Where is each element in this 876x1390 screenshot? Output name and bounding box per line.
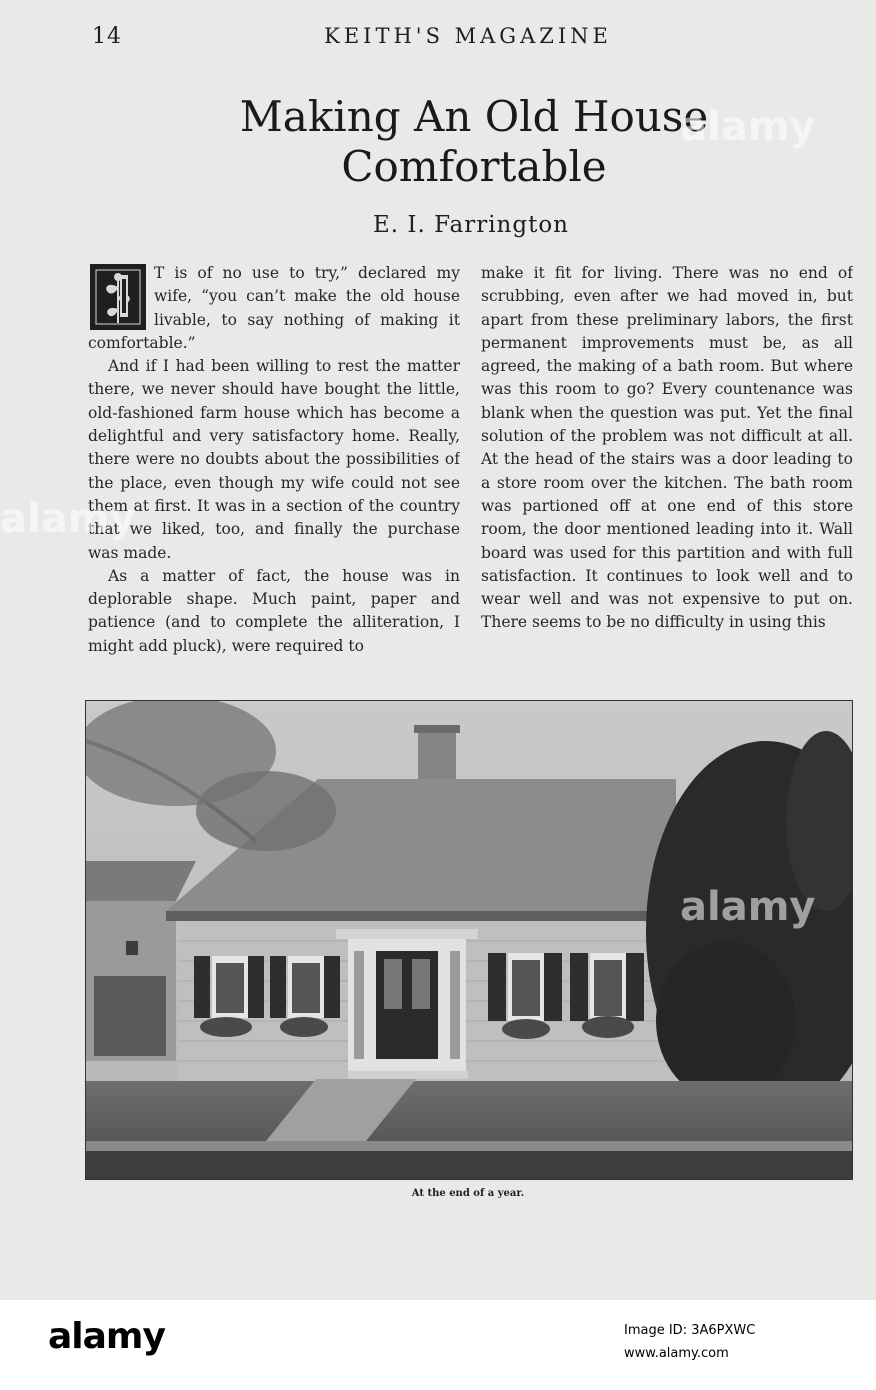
ornamental-drop-cap [90,264,146,330]
article-author: E. I. Farrington [372,212,569,238]
paragraph: As a matter of fact, the house was in deplorable shape. Much paint, paper and patience (and to complete the alliteration, I might add pluck), were required to [88,566,460,655]
watermark-overlay: alamy [680,104,816,150]
alamy-logo: alamy [48,1316,165,1357]
paragraph: T is of no use to try,” declared my wife, “you can’t make the old house livable, to say nothing of making it comfortable.” [88,264,460,352]
paragraph: And if I had been willing to rest the matter there, we never should have bought the little, old-fashioned farm house which has become a delightful and very satisfactory home. Really, there were no doubts about the possibilities of the place, even though my wife could not see them at first. It was in a section of the country that we liked, too, and finally the purchase was made. [88,357,460,562]
stock-image-id: Image ID: 3A6PXWC [624,1323,756,1338]
text-column-right [481,262,853,682]
house-photograph [85,700,853,1180]
watermark-overlay: alamy [680,884,816,930]
flower-ornament-icon [93,267,143,327]
stock-url: www.alamy.com [624,1346,729,1361]
photo-caption: At the end of a year. [411,1188,525,1199]
watermark-overlay: alamy [0,496,136,542]
page-number: 14 [92,24,122,49]
text-column-left [88,262,460,682]
paragraph: make it fit for living. There was no end of scrubbing, even after we had moved in, but apart from these preliminary labors, the first permanent improvements must be, as all agreed, the making of a bath room. But where was this room to go? Every countenance was blank when the question was put. Yet the final solution of the problem was not difficult at all. At the head of the stairs was a door leading to a store room over the kitchen. The bath room was partioned off at one end of this store room, the door mentioned leading into it. Wall board was used for this partition and with full satisfaction. It continues to look well and to wear well and was not expensive to put on. There seems to be no difficulty in using this [481,264,853,632]
magazine-title: KEITH'S MAGAZINE [324,24,612,48]
farmhouse-illustration [86,701,852,1179]
article-title-line-1: Making An Old House [239,92,709,141]
article-title-line-2: Comfortable [341,142,607,191]
